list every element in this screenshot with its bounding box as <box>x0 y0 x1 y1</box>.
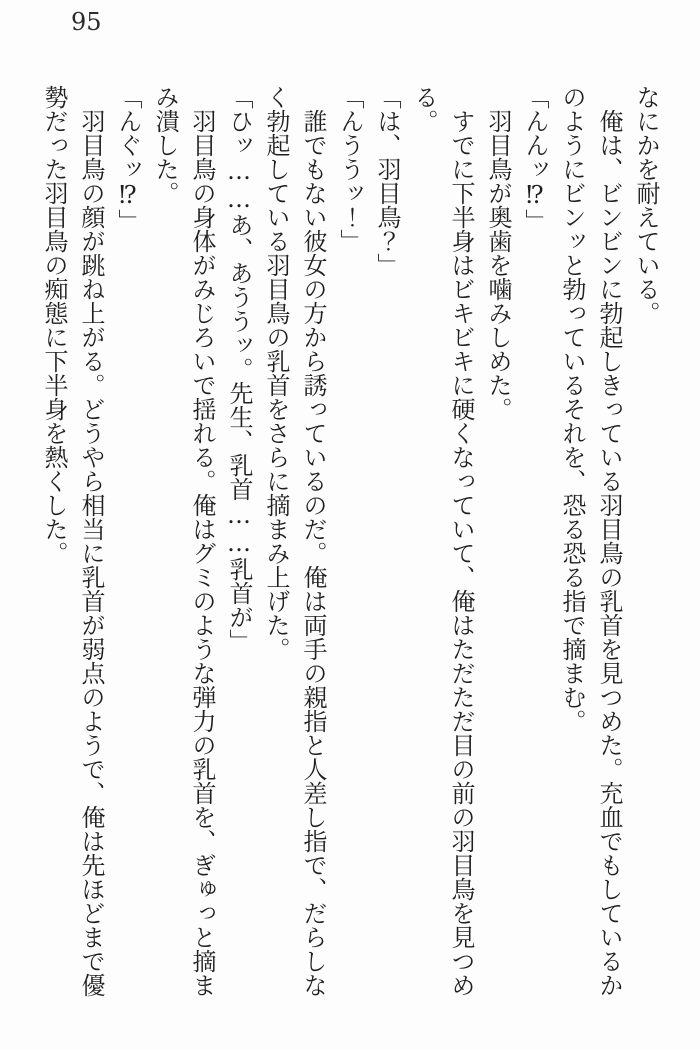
paragraph: すでに下半身はビキビキに硬くなっていて、俺はただただ目の前の羽目鳥を見つめる。 <box>410 85 475 997</box>
dialogue-line: 「んううッ！」 <box>336 85 364 253</box>
dialogue-line: 「んぐッ⁉」 <box>114 85 142 233</box>
paragraph: 俺は、ビンビンに勃起しきっている羽目鳥の乳首を見つめた。充血でもしているかのようにビンッと勃っているそれを、恐る恐る指で摘まむ。 <box>558 85 623 997</box>
dialogue-line: 「は、羽目鳥？」 <box>373 85 401 277</box>
dialogue-line: 「ひッ……あ、あううッ。先生、乳首……乳首が」 <box>225 85 253 653</box>
page-number: 95 <box>71 8 102 36</box>
body-text <box>35 85 664 1003</box>
paragraph: 羽目鳥の身体がみじろいで揺れる。俺はグミのような弾力の乳首を、ぎゅっと摘まみ潰した。 <box>151 85 216 997</box>
paragraph: なにかを耐えている。 <box>632 85 660 325</box>
paragraph: 誰でもない彼女の方から誘っているのだ。俺は両手の親指と人差し指で、だらしなく勃起している羽目鳥の乳首をさらに摘まみ上げた。 <box>262 85 327 997</box>
paragraph: 羽目鳥の顔が跳ね上がる。どうやら相当に乳首が弱点のようで、俺は先ほどまで優勢だった羽目鳥の痴態に下半身を熱くした。 <box>40 85 105 997</box>
dialogue-line: 「んんッ⁉」 <box>521 85 549 233</box>
paragraph: 羽目鳥が奥歯を噛みしめた。 <box>484 85 512 421</box>
